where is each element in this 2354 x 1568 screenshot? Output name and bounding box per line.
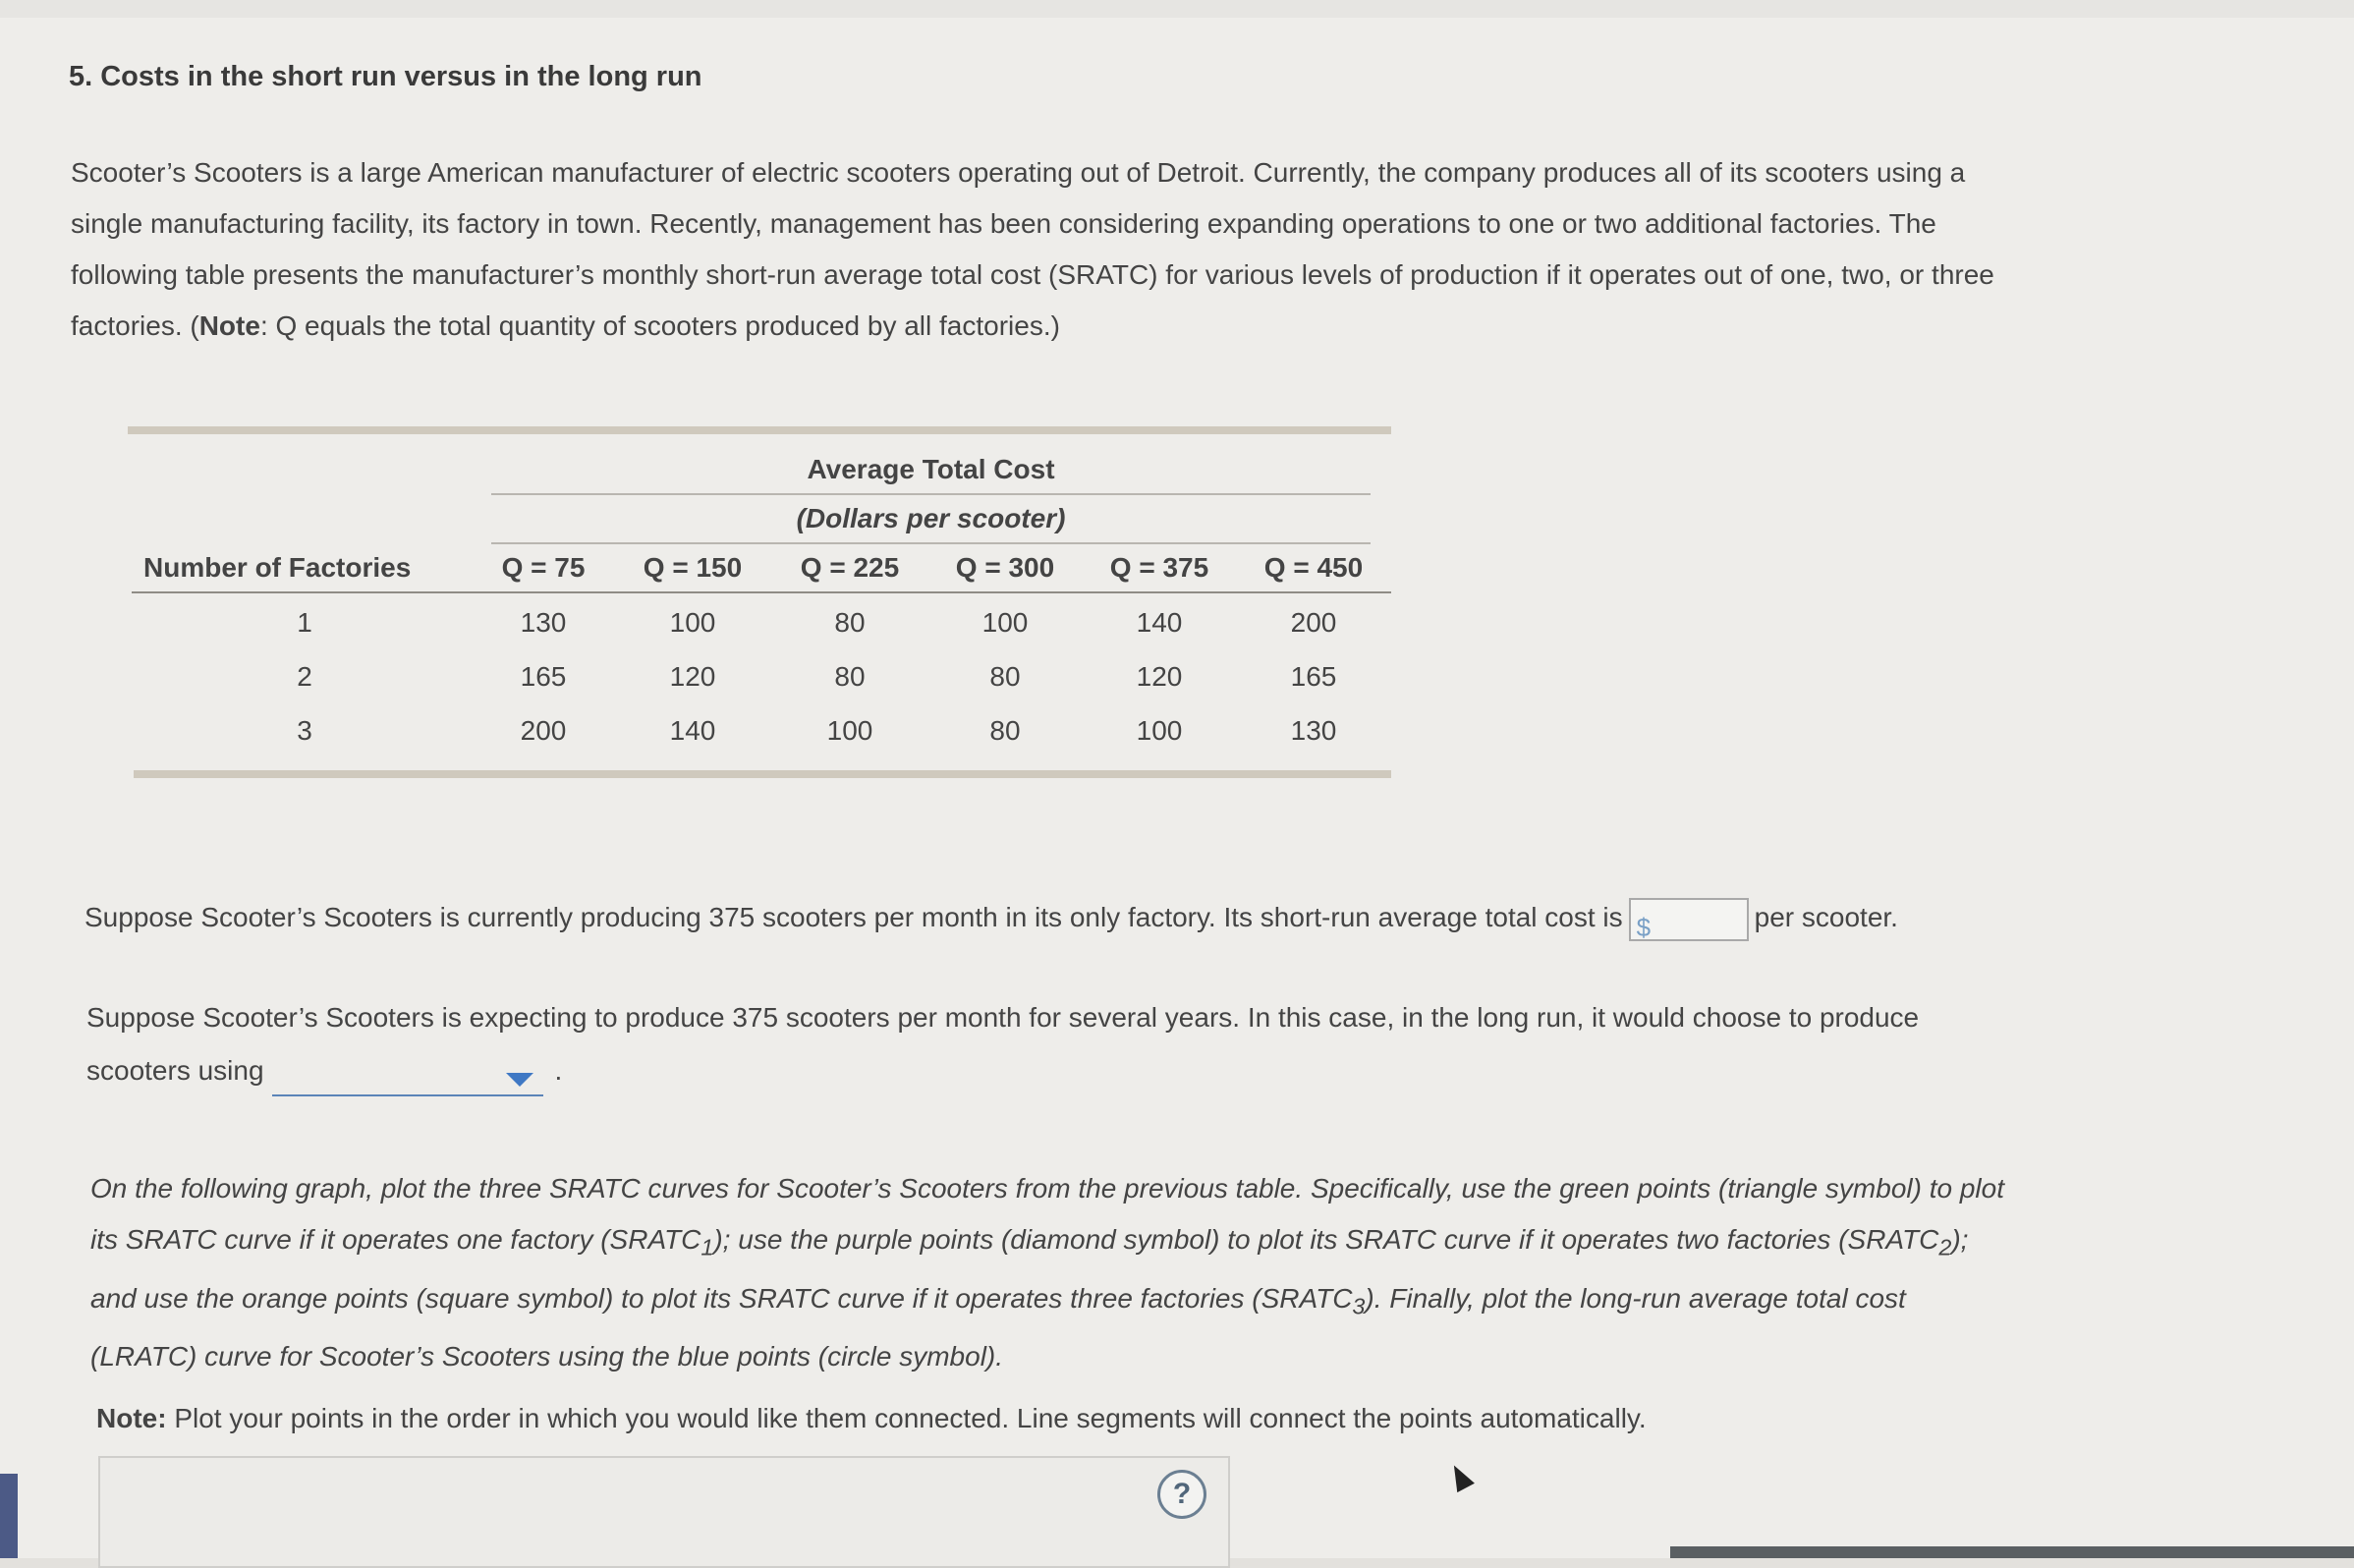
table-cell: 165	[520, 661, 567, 692]
table-cell: 80	[989, 661, 1021, 692]
question-1	[84, 892, 2049, 943]
q2-period: .	[554, 1055, 563, 1086]
table-cell: 80	[834, 607, 866, 638]
subscript: 1	[701, 1234, 714, 1260]
chevron-down-icon[interactable]	[506, 1073, 533, 1087]
table-unit: (Dollars per scooter)	[796, 503, 1066, 533]
instr-d: ). Finally, plot the long-run average total cost (LRATC) curve for Scooter’s Scooters using the blue points (circle symbol).	[90, 1282, 1906, 1372]
table-header-rule	[132, 591, 1391, 593]
intro-note-text: : Q equals the total quantity of scooters produced by all factories.)	[259, 310, 1060, 341]
factor-count: 1	[297, 607, 312, 638]
graph-instructions	[90, 1163, 2016, 1382]
table-divider	[491, 493, 1371, 495]
q2-text-line2: scooters using	[86, 1055, 264, 1086]
table-cell: 140	[669, 715, 716, 746]
q1-after-text: per scooter.	[1754, 902, 1898, 932]
table-cell: 80	[834, 661, 866, 692]
table-cell: 165	[1290, 661, 1337, 692]
table-divider	[491, 542, 1371, 544]
instr-b: ); use the purple points (diamond symbol) to plot its SRATC curve if it operates two factories (SRATC	[713, 1224, 1939, 1255]
screen-edge	[0, 1474, 18, 1558]
instr-c: ); and use the orange points (square symbol) to plot its SRATC curve if it operates three factories (SRATC	[90, 1224, 1969, 1314]
row-header: Number of Factories	[143, 552, 412, 583]
q2-text: Suppose Scooter’s Scooters is expecting to produce 375 scooters per month for several years. In this case, in the long run, it would choose to produce	[86, 1002, 1920, 1033]
mouse-cursor-icon	[1445, 1461, 1475, 1492]
table-cell: 120	[1136, 661, 1183, 692]
note-label: Note:	[96, 1403, 167, 1433]
table-cell: 80	[989, 715, 1021, 746]
table-cell: 140	[1136, 607, 1183, 638]
table-cell: 100	[826, 715, 873, 746]
table-cell: 100	[669, 607, 716, 638]
sratc-cost-input[interactable]	[1656, 902, 1745, 937]
column-header: Q = 300	[955, 552, 1055, 583]
question-title: 5. Costs in the short run versus in the long run	[69, 61, 702, 92]
factory-count-dropdown[interactable]	[272, 1061, 543, 1096]
note-text: Plot your points in the order in which you would like them connected. Line segments will connect the points automatically.	[166, 1403, 1647, 1433]
table-title: Average Total Cost	[807, 454, 1055, 484]
table-top-rule	[128, 426, 1391, 434]
cost-input-box	[1629, 898, 1749, 941]
table-cell: 130	[1290, 715, 1337, 746]
table-cell: 120	[669, 661, 716, 692]
graph-area[interactable]	[98, 1456, 1230, 1568]
q1-text: Suppose Scooter’s Scooters is currently producing 375 scooters per month in its only factory. Its short-run average total cost is	[84, 902, 1623, 932]
help-icon[interactable]: ?	[1157, 1470, 1206, 1519]
column-header: Q = 75	[501, 552, 586, 583]
table-cell: 100	[981, 607, 1029, 638]
table-cell: 200	[520, 715, 567, 746]
subscript: 2	[1938, 1234, 1952, 1260]
factor-count: 2	[297, 661, 312, 692]
intro-text: Scooter’s Scooters is a large American manufacturer of electric scooters operating out of Detroit. Currently, the company produces all of its scooters using a single manufacturing facility, its factory in town. Recently, management has been considering expanding operations to one or two additional factories. The following table presents the manufacturer’s monthly short-run average total cost (SRATC) for various levels of production if it operates out of one, two, or three factories. (	[71, 157, 1994, 341]
subscript: 3	[1352, 1293, 1366, 1319]
question-2-line2	[86, 1045, 1069, 1096]
table-cell: 200	[1290, 607, 1337, 638]
column-header: Q = 450	[1263, 552, 1364, 583]
column-header: Q = 375	[1109, 552, 1209, 583]
top-strip	[0, 0, 2354, 18]
question-2	[86, 992, 2051, 1043]
dollar-sign: $	[1636, 912, 1652, 942]
intro-paragraph	[71, 147, 1996, 352]
table-cell: 130	[520, 607, 567, 638]
column-header: Q = 225	[800, 552, 900, 583]
instr-a: On the following graph, plot the three SRATC curves for Scooter’s Scooters from the previous table. Specifically, use the green points (triangle symbol) to plot its SRATC curve if it operates one factory (SRATC	[90, 1173, 2004, 1255]
plot-note	[96, 1393, 2022, 1444]
column-header: Q = 150	[643, 552, 743, 583]
factor-count: 3	[297, 715, 312, 746]
table-bottom-rule	[134, 770, 1391, 778]
table-cell: 100	[1136, 715, 1183, 746]
note-label-inline: Note	[198, 310, 260, 341]
screen-bezel	[1670, 1546, 2354, 1558]
